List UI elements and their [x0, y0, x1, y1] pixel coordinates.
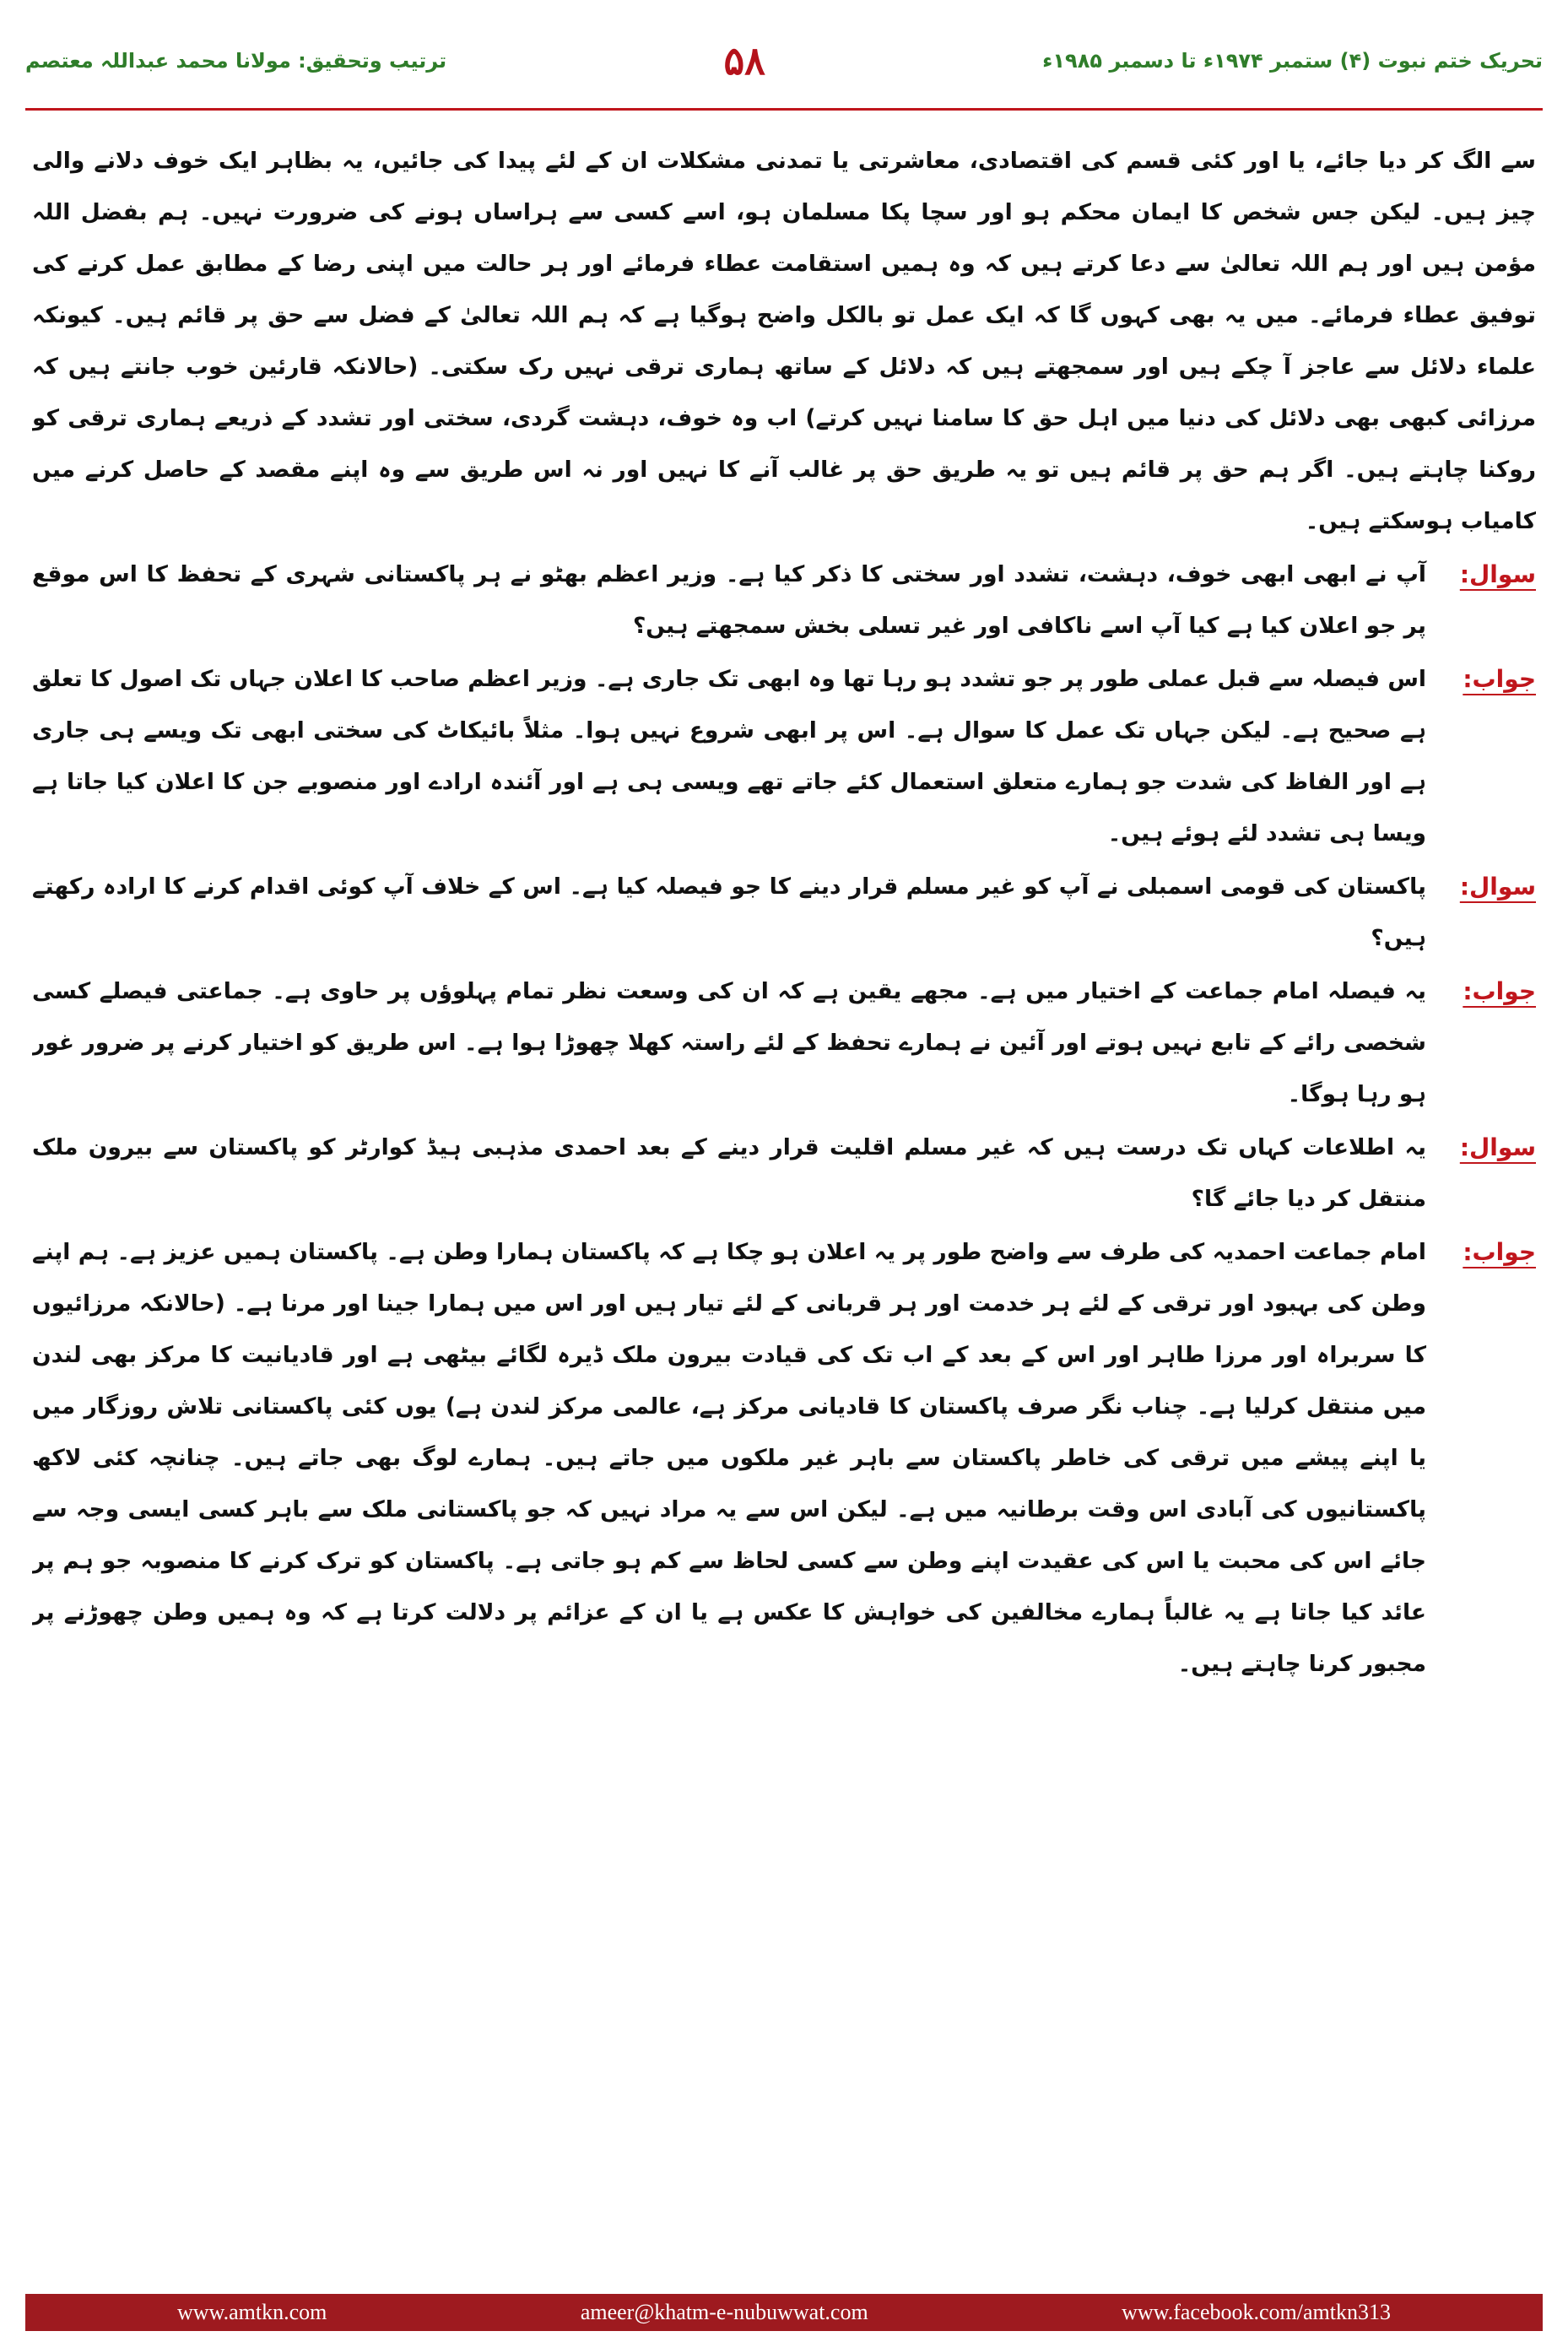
- answer-label: جواب:: [1463, 1238, 1536, 1266]
- header-divider: [25, 108, 1543, 111]
- page-header: [25, 19, 1543, 103]
- qa-block: [32, 1226, 1536, 1690]
- header-compiler: ترتیب وتحقیق: مولانا محمد عبداللہ معتصم: [25, 49, 447, 73]
- question-label: سوال:: [1459, 1133, 1536, 1161]
- question-label: سوال:: [1459, 873, 1536, 901]
- answer-text: اس فیصلہ سے قبل عملی طور پر جو تشدد ہو رہا تھا وہ ابھی تک جاری ہے۔ وزیر اعظم صاحب کا اعلان جہاں تک اصول کا تعلق ہے صحیح ہے۔ لیکن جہاں تک عمل کا سوال ہے۔ اس پر ابھی شروع نہیں ہوا۔ مثلاً بائیکاٹ کی سختی ابھی تک ویسے ہی جاری ہے اور الفاظ کی شدت جو ہمارے متعلق استعمال کئے جاتے تھے ویسی ہی ہے اور آئندہ ارادے اور منصوبے جن کا اعلان کیا جاتا ہے ویسا ہی تشدد لئے ہوئے ہیں۔: [32, 666, 1426, 846]
- question-text: پاکستان کی قومی اسمبلی نے آپ کو غیر مسلم قرار دینے کا جو فیصلہ کیا ہے۔ اس کے خلاف آپ کوئی اقدام کرنے کا ارادہ رکھتے ہیں؟: [32, 874, 1426, 951]
- qa-block: [32, 653, 1536, 859]
- qa-block: [32, 549, 1536, 652]
- page-body: [32, 135, 1536, 2262]
- footer-email-link[interactable]: ameer@khatm-e-nubuwwat.com: [580, 2300, 868, 2324]
- page-number: ۵۸: [723, 38, 765, 84]
- answer-text: یہ فیصلہ امام جماعت کے اختیار میں ہے۔ مجھے یقین ہے کہ ان کی وسعت نظر تمام پہلوؤں پر حاوی ہے۔ جماعتی فیصلے کسی شخصی رائے کے تابع نہیں ہوتے اور آئین نے ہمارے تحفظ کے لئے راستہ کھلا چھوڑا ہوا ہے۔ اس طریق کو اختیار کرنے پر ضرور غور ہو رہا ہوگا۔: [32, 978, 1426, 1107]
- header-book-title: تحریک ختم نبوت (۴) ستمبر ۱۹۷۴ء تا دسمبر ۱۹۸۵ء: [1042, 49, 1543, 73]
- question-label: سوال:: [1459, 560, 1536, 588]
- qa-block: [32, 861, 1536, 964]
- qa-block: [32, 1122, 1536, 1225]
- answer-label: جواب:: [1463, 977, 1536, 1005]
- footer-website-link[interactable]: www.amtkn.com: [177, 2300, 327, 2324]
- qa-block: [32, 965, 1536, 1120]
- question-text: یہ اطلاعات کہاں تک درست ہیں کہ غیر مسلم اقلیت قرار دینے کے بعد احمدی مذہبی ہیڈ کوارٹر کو پاکستان سے بیرون ملک منتقل کر دیا جائے گا؟: [32, 1134, 1426, 1212]
- intro-paragraph: سے الگ کر دیا جائے، یا اور کئی قسم کی اقتصادی، معاشرتی یا تمدنی مشکلات ان کے لئے پیدا کی جائیں، یہ بظاہر ایک خوف دلانے والی چیز ہیں۔ لیکن جس شخص کا ایمان محکم ہو اور سچا پکا مسلمان ہو، اسے کسی سے ہراساں ہونے کی ضرورت نہیں۔ ہم بفضل اللہ مؤمن ہیں اور ہم اللہ تعالیٰ سے دعا کرتے ہیں کہ وہ ہمیں استقامت عطاء فرمائے اور ہر حالت میں اپنی رضا کے مطابق عمل کرنے کی توفیق عطاء فرمائے۔ میں یہ بھی کہوں گا کہ ایک عمل تو بالکل واضح ہوگیا ہے کہ ہم اللہ تعالیٰ کے فضل سے حق پر قائم ہیں۔ کیونکہ علماء دلائل سے عاجز آ چکے ہیں اور سمجھتے ہیں کہ دلائل کے ساتھ ہماری ترقی نہیں رک سکتی۔ (حالانکہ قارئین خوب جانتے ہیں کہ مرزائی کبھی بھی دلائل کی دنیا میں اہل حق کا سامنا نہیں کرتے) اب وہ خوف، دہشت گردی، سختی اور تشدد کے ذریعے ہماری ترقی کو روکنا چاہتے ہیں۔ اگر ہم حق پر قائم ہیں تو یہ طریق حق پر غالب آنے کا نہیں اور نہ اس طریق سے وہ اپنے مقصد کے حاصل کرنے میں کامیاب ہوسکتے ہیں۔: [32, 148, 1536, 534]
- page-footer: [25, 2294, 1543, 2331]
- answer-label: جواب:: [1463, 665, 1536, 693]
- question-text: آپ نے ابھی ابھی خوف، دہشت، تشدد اور سختی کا ذکر کیا ہے۔ وزیر اعظم بھٹو نے ہر پاکستانی شہری کے تحفظ کا اس موقع پر جو اعلان کیا ہے کیا آپ اسے ناکافی اور غیر تسلی بخش سمجھتے ہیں؟: [32, 561, 1426, 639]
- footer-facebook-link[interactable]: www.facebook.com/amtkn313: [1122, 2300, 1391, 2324]
- answer-text: امام جماعت احمدیہ کی طرف سے واضح طور پر یہ اعلان ہو چکا ہے کہ پاکستان ہمارا وطن ہے۔ پاکستان ہمیں عزیز ہے۔ ہم اپنے وطن کی بہبود اور ترقی کے لئے ہر خدمت اور ہر قربانی کے لئے تیار ہیں اور اس میں ہمارا جینا اور مرنا ہے۔ (حالانکہ مرزائیوں کا سربراہ اور مرزا طاہر اور اس کے بعد کے اب تک کی قیادت بیرون ملک ڈیرہ لگائے بیٹھی ہے اور قادیانیت کا مرکز بھی لندن میں منتقل کرلیا ہے۔ چناب نگر صرف پاکستان کا قادیانی مرکز ہے، عالمی مرکز لندن ہے) یوں کئی پاکستانی تلاش روزگار میں یا اپنے پیشے میں ترقی کی خاطر پاکستان سے باہر غیر ملکوں میں جاتے ہیں۔ ہمارے لوگ بھی جاتے ہیں۔ چنانچہ کئی لاکھ پاکستانیوں کی آبادی اس وقت برطانیہ میں ہے۔ لیکن اس سے یہ مراد نہیں کہ جو پاکستانی ملک سے باہر کسی ایسی وجہ سے جائے اس کی محبت یا اس کی عقیدت اپنے وطن سے کسی لحاظ سے کم ہو جاتی ہے۔ پاکستان کو ترک کرنے کا منصوبہ جو ہم پر عائد کیا جاتا ہے یہ غالباً ہمارے مخالفین کی خواہش کا عکس ہے یا ان کے عزائم پر دلالت کرتا ہے کہ وہ ہمیں وطن چھوڑنے پر مجبور کرنا چاہتے ہیں۔: [32, 1239, 1426, 1677]
